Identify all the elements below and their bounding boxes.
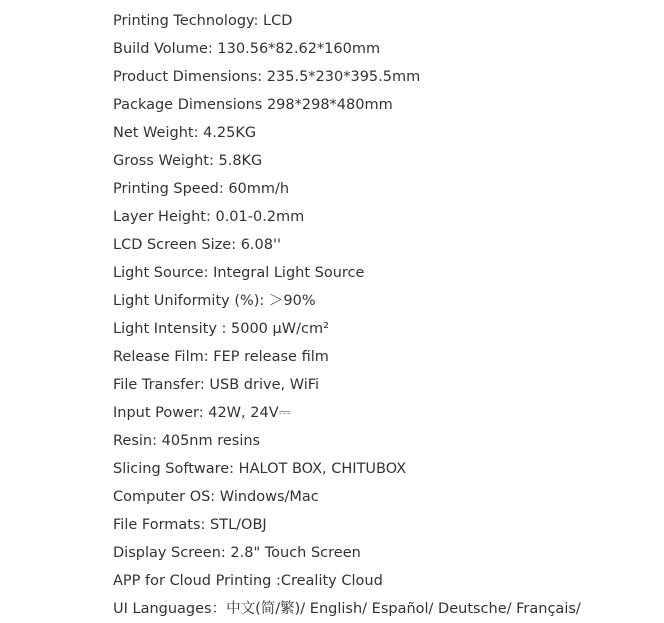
spec-ui-languages: UI Languages：中文(简/繁)/ English/ Español/ Deutsche/ Français/ <box>113 601 581 617</box>
spec-layer-height: Layer Height: 0.01-0.2mm <box>113 209 305 225</box>
spec-input-power: Input Power: 42W, 24V⎓ <box>113 405 291 421</box>
spec-printing-speed: Printing Speed: 60mm/h <box>113 181 290 197</box>
spec-cloud-printing-app: APP for Cloud Printing :Creality Cloud <box>113 573 383 589</box>
spec-slicing-software: Slicing Software: HALOT BOX, CHITUBOX <box>113 461 407 477</box>
spec-display-screen: Display Screen: 2.8" Touch Screen <box>113 545 361 561</box>
spec-net-weight: Net Weight: 4.25KG <box>113 125 257 141</box>
spec-resin: Resin: 405nm resins <box>113 433 261 449</box>
spec-lcd-screen-size: LCD Screen Size: 6.08'' <box>113 237 281 253</box>
spec-package-dimensions: Package Dimensions 298*298*480mm <box>113 97 393 113</box>
spec-file-formats: File Formats: STL/OBJ <box>113 517 267 533</box>
spec-product-dimensions: Product Dimensions: 235.5*230*395.5mm <box>113 69 421 85</box>
spec-gross-weight: Gross Weight: 5.8KG <box>113 153 263 169</box>
spec-list <box>113 7 581 623</box>
spec-file-transfer: File Transfer: USB drive, WiFi <box>113 377 320 393</box>
spec-light-intensity: Light Intensity : 5000 μW/cm² <box>113 321 329 337</box>
spec-release-film: Release Film: FEP release film <box>113 349 329 365</box>
spec-light-uniformity: Light Uniformity (%): ＞90% <box>113 293 316 309</box>
spec-printing-technology: Printing Technology: LCD <box>113 13 293 29</box>
spec-computer-os: Computer OS: Windows/Mac <box>113 489 319 505</box>
spec-build-volume: Build Volume: 130.56*82.62*160mm <box>113 41 381 57</box>
spec-light-source: Light Source: Integral Light Source <box>113 265 365 281</box>
